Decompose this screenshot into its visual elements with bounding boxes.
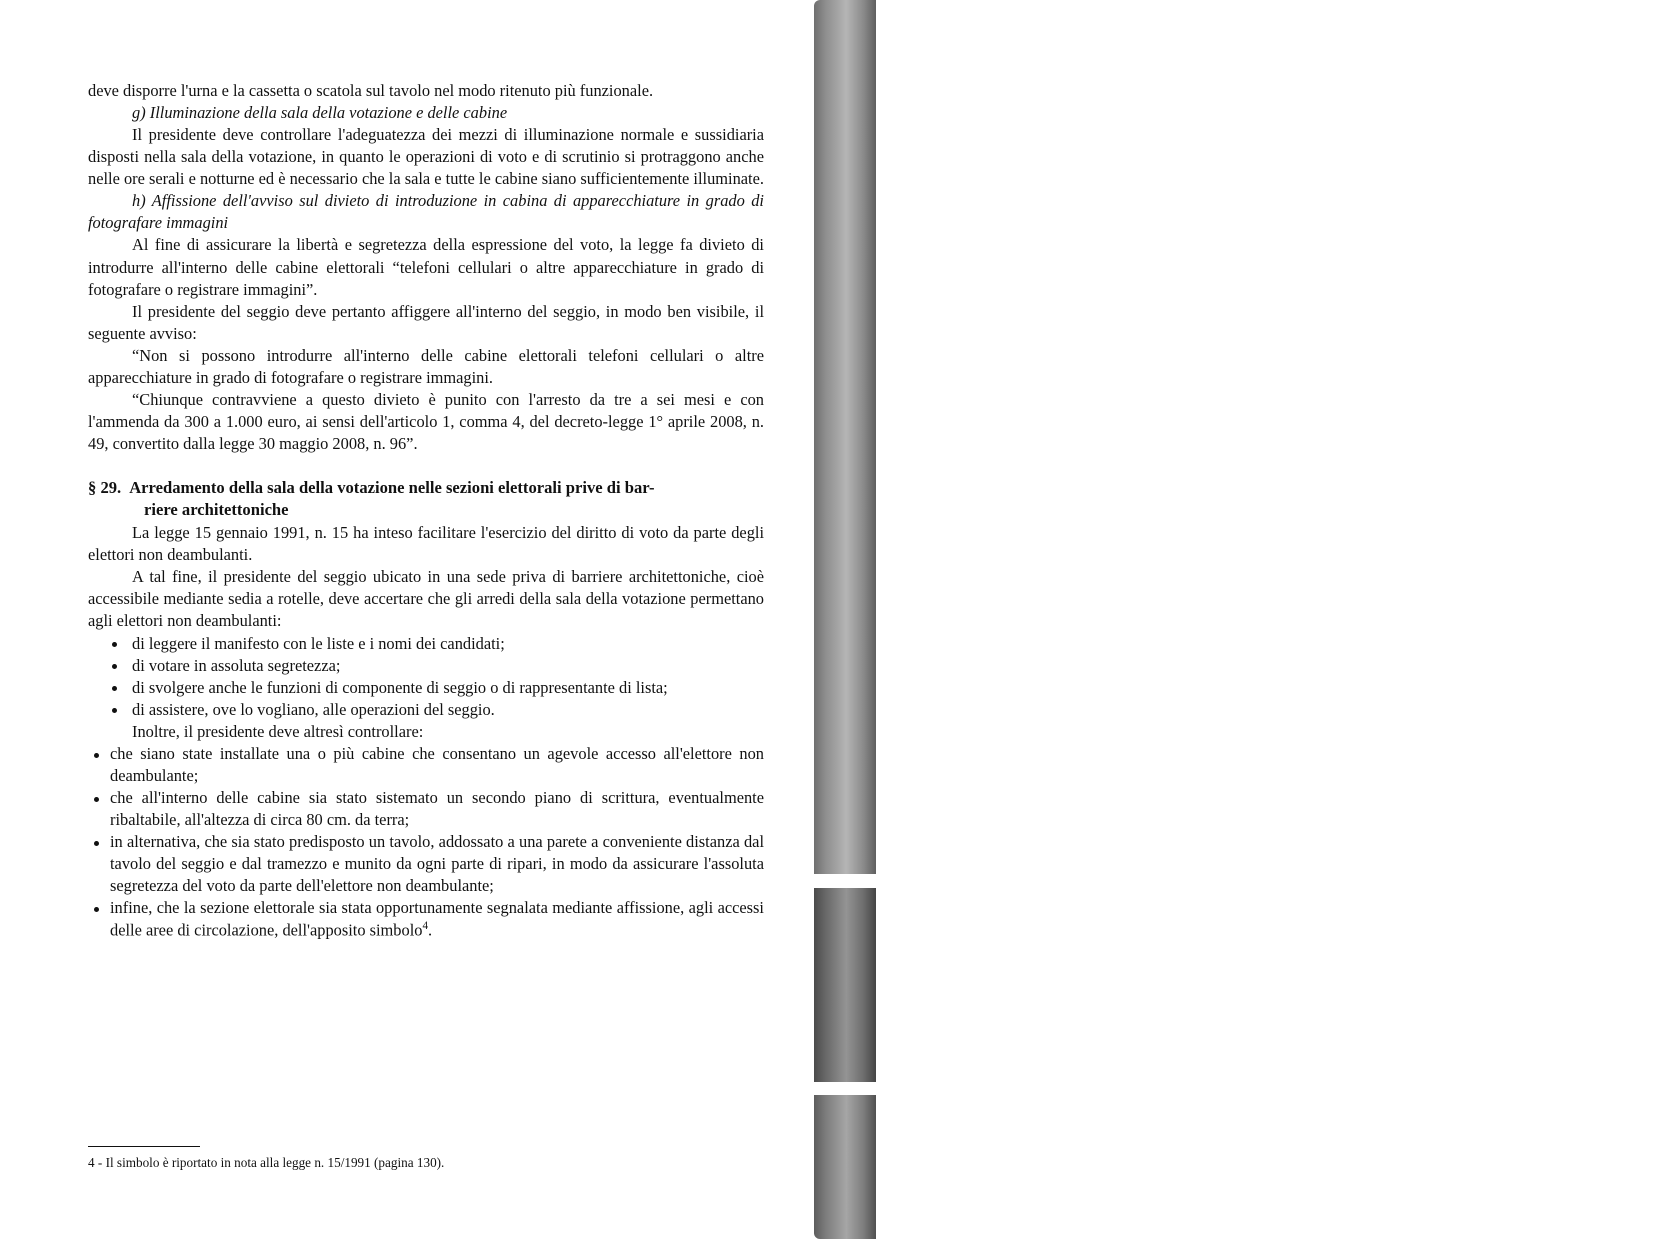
footnote-rule — [88, 1146, 200, 1147]
paragraph-h-3: “Non si possono introdurre all'interno delle cabine elettorali telefoni cellulari o altre apparecchiature in grado di fotografare o registrare immagini. — [88, 345, 764, 387]
section-number: § 29. — [88, 478, 122, 498]
subheading-g-title: Illuminazione della sala della votazione e delle cabine — [149, 103, 508, 123]
chapter-running-head: Cap. VIII - Le operazioni preliminari all'insediamento del seggio — [1629, 236, 1645, 640]
subheading-g-letter: g) — [132, 103, 146, 123]
paragraph-29-3: Inoltre, il presidente deve altresì controllare: — [132, 721, 424, 741]
list-item: di leggere il manifesto con le liste e i nomi dei candidati; — [88, 633, 764, 655]
paragraph-29-1: La legge 15 gennaio 1991, n. 15 ha inteso facilitare l'esercizio del diritto di voto da parte degli elettori non deambulanti. — [88, 523, 764, 565]
list-item: di svolgere anche le funzioni di componente di seggio o di rappresentante di lista; — [88, 677, 764, 699]
sidebar-band-bottom — [814, 1095, 876, 1239]
section-heading-29 — [88, 477, 764, 520]
list-item: di assistere, ove lo vogliano, alle operazioni del seggio. — [88, 699, 764, 721]
footnote-text: 4 - Il simbolo è riportato in nota alla legge n. 15/1991 (pagina 130). — [88, 1155, 445, 1170]
paragraph-intro: deve disporre l'urna e la cassetta o scatola sul tavolo nel modo ritenuto più funzionale. — [88, 81, 654, 100]
list-item: infine, che la sezione elettorale sia stata opportunamente segnalata mediante affissione, agli accessi delle aree di circolazione, dell'apposito simbolo$^4$. — [88, 897, 764, 942]
paragraph-h-4: “Chiunque contravviene a questo divieto è punito con l'arresto da tre a sei mesi e con l'ammenda da 300 a 1.000 euro, ai sensi dell'articolo 1, comma 4, del decreto-legge 1° aprile 2008, n. 49, convertito dalla legge 30 maggio 2008, n. 96”. — [88, 389, 764, 453]
subheading-h-letter: h) — [132, 191, 146, 211]
paragraph-h-2: Il presidente del seggio deve pertanto affiggere all'interno del seggio, in modo ben visibile, il seguente avviso: — [88, 301, 764, 343]
list-item: che all'interno delle cabine sia stato sistemato un secondo piano di scrittura, eventualmente ribaltabile, all'altezza di circa 80 cm. da terra; — [88, 787, 764, 831]
page-body — [88, 80, 764, 942]
list-item-text: infine, che la sezione elettorale sia stata opportunamente segnalata mediante affissione, agli accessi delle aree di circolazione, dell'apposito simbolo — [110, 898, 764, 940]
list-item: di votare in assoluta segretezza; — [88, 655, 764, 677]
section-title-line2: riere architettoniche — [144, 499, 289, 519]
page-number: 23 — [1602, 1111, 1652, 1155]
section-running-head: Operazioni preliminari alla votazione — [1653, 444, 1668, 660]
sidebar-band-middle — [814, 888, 876, 1108]
footnote-area — [88, 1146, 764, 1171]
subheading-g — [88, 102, 764, 124]
list-item: che siano state installate una o più cabine che consentano un agevole accesso all'elettore non deambulante; — [88, 743, 764, 787]
paragraph-g-1: Il presidente deve controllare l'adeguatezza dei mezzi di illuminazione normale e sussidiaria disposti nella sala della votazione, in quanto le operazioni di voto e di scrutinio si protraggono anche nelle ore serali e notturne ed è necessario che la sala e tutte le cabine siano sufficientemente illuminate. — [88, 125, 764, 189]
requirements-list — [88, 633, 764, 721]
footnote-marker: 4 — [422, 920, 429, 933]
subheading-h-title: Affissione dell'avviso sul divieto di introduzione in cabina di apparecchiature in grado di fotografare immagini — [88, 191, 764, 233]
paragraph-29-2: A tal fine, il presidente del seggio ubicato in una sede priva di barriere architettoniche, cioè accessibile mediante sedia a rotelle, deve accertare che gli arredi della sala della votazione permettano agli elettori non deambulanti: — [88, 567, 764, 631]
part-running-head: Parte seconda — [1636, 958, 1651, 1060]
sidebar-band-top — [814, 0, 876, 880]
page-sidebar — [791, 0, 1668, 1239]
list-item: in alternativa, che sia stato predisposto un tavolo, addossato a una parete a conveniente distanza dal tavolo del seggio e dal tramezzo e munito da ogni parte di ripari, in modo da assicurare l'assoluta segretezza del voto da parte dell'elettore non deambulante; — [88, 831, 764, 897]
section-title-line1: Arredamento della sala della votazione nelle sezioni elettorali prive di bar- — [129, 478, 655, 498]
paragraph-h-1: Al fine di assicurare la libertà e segretezza della espressione del voto, la legge fa divieto di introdurre all'interno delle cabine elettorali “telefoni cellulari o altre apparecchiature in grado di fotografare o registrare immagini”. — [88, 235, 764, 299]
subheading-h — [88, 190, 764, 234]
